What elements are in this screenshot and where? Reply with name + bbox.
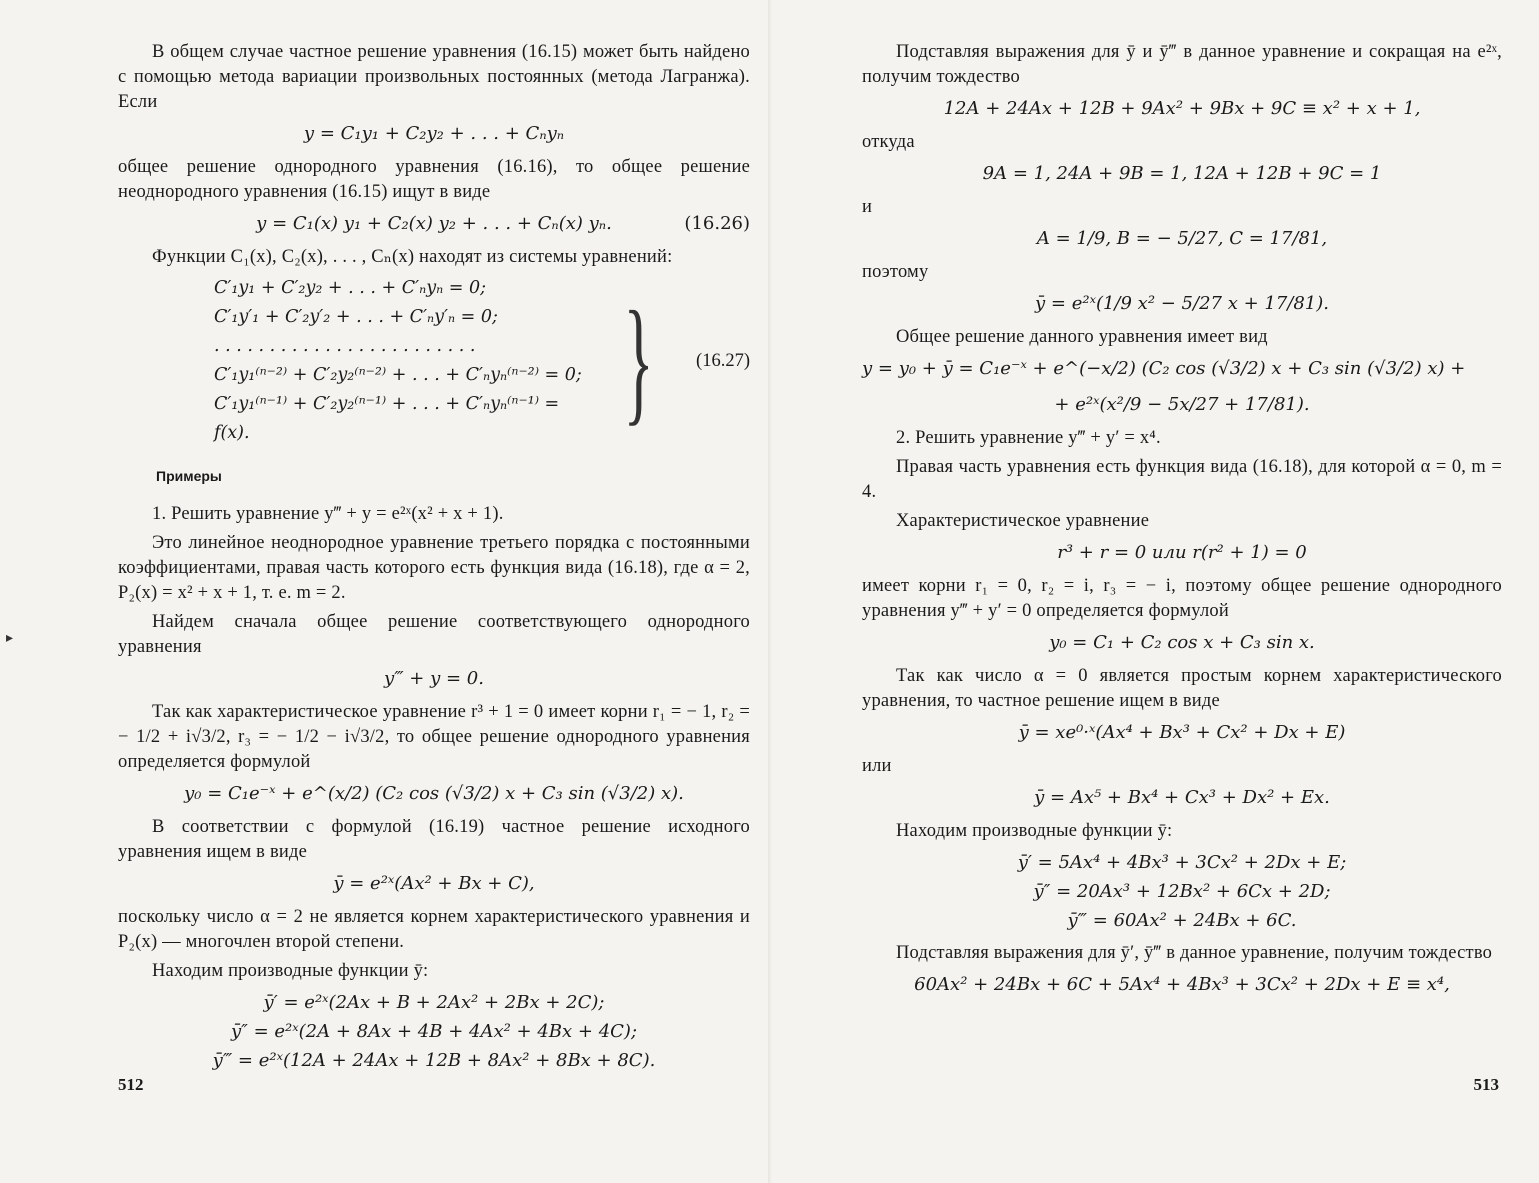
- section-heading: Примеры: [156, 468, 222, 484]
- equation: ȳ = Ax⁵ + Bx⁴ + Cx³ + Dx² + Ex.: [1034, 787, 1330, 808]
- equation: + e²ˣ(x²/9 − 5x/27 + 17/81).: [1054, 394, 1310, 415]
- example-statement: 2. Решить уравнение y‴ + y′ = x⁴.: [896, 428, 1161, 448]
- page-number: 513: [1473, 1075, 1499, 1094]
- paragraph: Правая часть уравнения есть функция вида (16.18), для которой α = 0, m = 4.: [862, 457, 1502, 502]
- paragraph: Находим производные функции ȳ:: [896, 821, 1173, 841]
- paragraph: общее решение однородного уравнения (16.16), то общее решение неоднородного уравнения (16.15) ищут в виде: [118, 157, 750, 202]
- equation: ȳ = xe⁰·ˣ(Ax⁴ + Bx³ + Cx² + Dx + E): [1018, 722, 1346, 743]
- equation: ȳ‴ = 60Ax² + 24Bx + 6C.: [1067, 910, 1297, 931]
- page-number: 512: [118, 1075, 144, 1094]
- system-line: C′₁y₁⁽ⁿ⁻¹⁾ + C′₂y₂⁽ⁿ⁻¹⁾ + . . . + C′ₙyₙ⁽ⁿ⁻¹⁾ = f(x).: [214, 394, 560, 443]
- equation: y₀ = C₁ + C₂ cos x + C₃ sin x.: [1049, 632, 1315, 653]
- equation-tag: (16.26): [684, 213, 750, 234]
- paragraph: имеет корни r₁ = 0, r₂ = i, r₃ = − i, поэтому общее решение однородного уравнения y‴ + y′ = 0 определяется формулой: [862, 576, 1502, 621]
- equation: 12A + 24Ax + 12B + 9Ax² + 9Bx + 9C ≡ x² + x + 1,: [943, 98, 1421, 119]
- paragraph: В соответствии с формулой (16.19) частное решение исходного уравнения ищем в виде: [118, 817, 750, 862]
- paragraph: откуда: [862, 132, 915, 152]
- equation: y = y₀ + ȳ = C₁e⁻ˣ + e^(−x/2) (C₂ cos (√3/2) x + C₃ sin (√3/2) x) +: [862, 358, 1466, 379]
- equation: ȳ′ = e²ˣ(2Ax + B + 2Ax² + 2Bx + 2C);: [263, 992, 605, 1013]
- equation: ȳ″ = e²ˣ(2A + 8Ax + 4B + 4Ax² + 4Bx + 4C);: [230, 1021, 638, 1042]
- paragraph: Находим производные функции ȳ:: [152, 961, 429, 981]
- system-lines: [214, 274, 599, 448]
- equation-body: y = C₁(x) y₁ + C₂(x) y₂ + . . . + Cₙ(x) yₙ.: [256, 213, 612, 234]
- paragraph: В общем случае частное решение уравнения (16.15) может быть найдено с помощью метода вариации произвольных постоянных (метода Лагранжа). Если: [118, 42, 750, 112]
- system-line: . . . . . . . . . . . . . . . . . . . . . . . .: [214, 336, 476, 356]
- equation-system-16-27: [214, 274, 750, 448]
- system-line: C′₁y₁ + C′₂y₂ + . . . + C′ₙyₙ = 0;: [214, 278, 486, 298]
- paragraph: или: [862, 756, 892, 776]
- equation: 60Ax² + 24Bx + 6C + 5Ax⁴ + 4Bx³ + 3Cx² + 2Dx + E ≡ x⁴,: [914, 974, 1450, 995]
- equation: r³ + r = 0 или r(r² + 1) = 0: [1057, 542, 1307, 563]
- page-right: [770, 0, 1539, 1183]
- equation: y₀ = C₁e⁻ˣ + e^(x/2) (C₂ cos (√3/2) x + C₃ sin (√3/2) x).: [184, 783, 684, 804]
- equation: A = 1/9, B = − 5/27, C = 17/81,: [1036, 228, 1328, 249]
- paragraph: Подставляя выражения для ȳ′, ȳ‴ в данное уравнение, получим тождество: [896, 943, 1493, 963]
- equation-tag: (16.27): [696, 350, 750, 371]
- equation: 9A = 1, 24A + 9B = 1, 12A + 12B + 9C = 1: [982, 163, 1382, 184]
- paragraph: Так как характеристическое уравнение r³ + 1 = 0 имеет корни r₁ = − 1, r₂ = − 1/2 + i√3/2, r₃ = − 1/2 − i√3/2, то общее решение однородного уравнения определяется формулой: [118, 702, 750, 772]
- paragraph: Это линейное неоднородное уравнение третьего порядка с постоянными коэффициентами, правая часть которого есть функция вида (16.18), где α = 2, P₂(x) = x² + x + 1, т. е. m = 2.: [118, 533, 750, 603]
- equation: ȳ‴ = e²ˣ(12A + 24Ax + 12B + 8Ax² + 8Bx + 8C).: [212, 1050, 656, 1071]
- equation: ȳ = e²ˣ(1/9 x² − 5/27 x + 17/81).: [1035, 293, 1329, 314]
- equation: ȳ″ = 20Ax³ + 12Bx² + 6Cx + 2D;: [1033, 881, 1331, 902]
- equation: ȳ′ = 5Ax⁴ + 4Bx³ + 3Cx² + 2Dx + E;: [1017, 852, 1347, 873]
- right-brace: }: [623, 283, 654, 438]
- equation: ȳ = e²ˣ(Ax² + Bx + C),: [333, 873, 535, 894]
- paragraph: поскольку число α = 2 не является корнем характеристического уравнения и P₂(x) — многочлен второй степени.: [118, 907, 750, 952]
- equation: y‴ + y = 0.: [384, 668, 484, 689]
- system-line: C′₁y′₁ + C′₂y′₂ + . . . + C′ₙy′ₙ = 0;: [214, 307, 498, 327]
- equation: y = C₁y₁ + C₂y₂ + . . . + Cₙyₙ: [303, 123, 565, 144]
- paragraph: Подставляя выражения для ȳ и ȳ‴ в данное уравнение и сокращая на e²ˣ, получим тождество: [862, 42, 1502, 87]
- paragraph: и: [862, 197, 873, 217]
- paragraph: Характеристическое уравнение: [896, 511, 1150, 531]
- system-line: C′₁y₁⁽ⁿ⁻²⁾ + C′₂y₂⁽ⁿ⁻²⁾ + . . . + C′ₙyₙ⁽ⁿ⁻²⁾ = 0;: [214, 365, 582, 385]
- paragraph: Так как число α = 0 является простым корнем характеристического уравнения, то частное решение ищем в виде: [862, 666, 1502, 711]
- paragraph: поэтому: [862, 262, 929, 282]
- margin-mark: ▸: [6, 631, 14, 646]
- example-statement: 1. Решить уравнение y‴ + y = e²ˣ(x² + x + 1).: [152, 504, 504, 524]
- paragraph: Общее решение данного уравнения имеет вид: [896, 327, 1268, 347]
- equation-16-26: [118, 209, 750, 239]
- paragraph: Найдем сначала общее решение соответствующего однородного уравнения: [118, 612, 750, 657]
- paragraph: Функции C₁(x), C₂(x), . . . , Cₙ(x) находят из системы уравнений:: [152, 247, 673, 267]
